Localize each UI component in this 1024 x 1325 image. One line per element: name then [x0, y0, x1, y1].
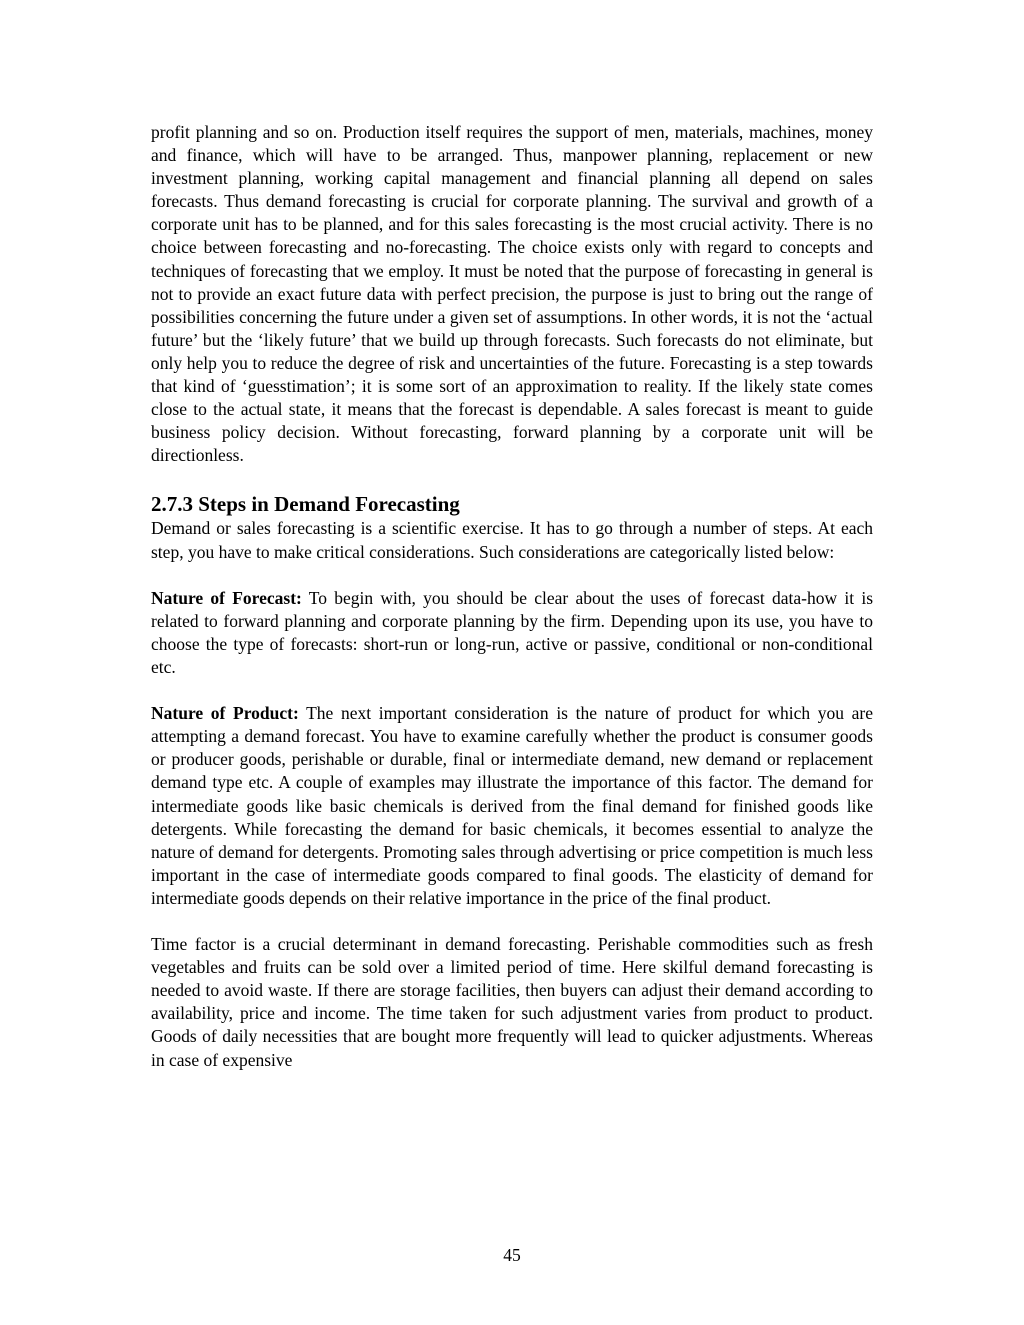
page-number: 45: [503, 1245, 521, 1265]
intro-paragraph: profit planning and so on. Production itself requires the support of men, materials, machines, money and finance, which will have to be arranged. Thus, manpower planning, replacement or new investment planning, working capital management and financial planning all depend on sales forecasts. Thus demand forecasting is crucial for corporate planning. The survival and growth of a corporate unit has to be planned, and for this sales forecasting is the most crucial activity. There is no choice between forecasting and no-forecasting. The choice exists only with regard to concepts and techniques of forecasting that we employ. It must be noted that the purpose of forecasting in general is not to provide an exact future data with perfect precision, the purpose is just to bring out the range of possibilities concerning the future under a given set of assumptions. In other words, it is not the ‘actual future’ but the ‘likely future’ that we build up through forecasts. Such forecasts do not eliminate, but only help you to reduce the degree of risk and uncertainties of the future. Forecasting is a step towards that kind of ‘guesstimation’; it is some sort of an approximation to reality. If the likely state comes close to the actual state, it means that the forecast is dependable. A sales forecast is meant to guide business policy decision. Without forecasting, forward planning by a corporate unit will be directionless.: [151, 122, 873, 466]
nature-of-product-paragraph: [151, 702, 873, 910]
page-body: [151, 121, 873, 1072]
time-factor-paragraph: Time factor is a crucial determinant in demand forecasting. Perishable commodities such as fresh vegetables and fruits can be sold over a limited period of time. Here skilful demand forecasting is needed to avoid waste. If there are storage facilities, then buyers can adjust their demand according to availability, price and income. The time taken for such adjustment varies from product to product. Goods of daily necessities that are bought more frequently will lead to quicker adjustments. Whereas in case of expensive: [151, 934, 873, 1070]
nature-of-product-text: The next important consideration is the nature of product for which you are attempting a demand forecast. You have to examine carefully whether the product is consumer goods or producer goods, perishable or durable, final or intermediate demand, new demand or replacement demand type etc. A couple of examples may illustrate the importance of this factor. The demand for intermediate goods like basic chemicals is derived from the final demand for finished goods like detergents. While forecasting the demand for basic chemicals, it becomes essential to analyze the nature of demand for detergents. Promoting sales through advertising or price competition is much less important in the case of intermediate goods compared to final goods. The elasticity of demand for intermediate goods depends on their relative importance in the price of the final product.: [151, 703, 873, 908]
nature-of-forecast-text: To begin with, you should be clear about the uses of forecast data-how it is related to forward planning and corporate planning by the firm. Depending upon its use, you have to choose the type of forecasts: short-run or long-run, active or passive, conditional or non-conditional etc.: [151, 587, 874, 677]
nature-of-forecast-label: Nature of Forecast:: [151, 587, 302, 608]
nature-of-forecast-paragraph: [151, 587, 873, 679]
nature-of-product-label: Nature of Product:: [151, 703, 299, 724]
section-intro-paragraph: Demand or sales forecasting is a scientific exercise. It has to go through a number of steps. At each step, you have to make critical considerations. Such considerations are categorically listed below:: [151, 518, 873, 562]
section-heading: 2.7.3 Steps in Demand Forecasting: [151, 492, 460, 517]
